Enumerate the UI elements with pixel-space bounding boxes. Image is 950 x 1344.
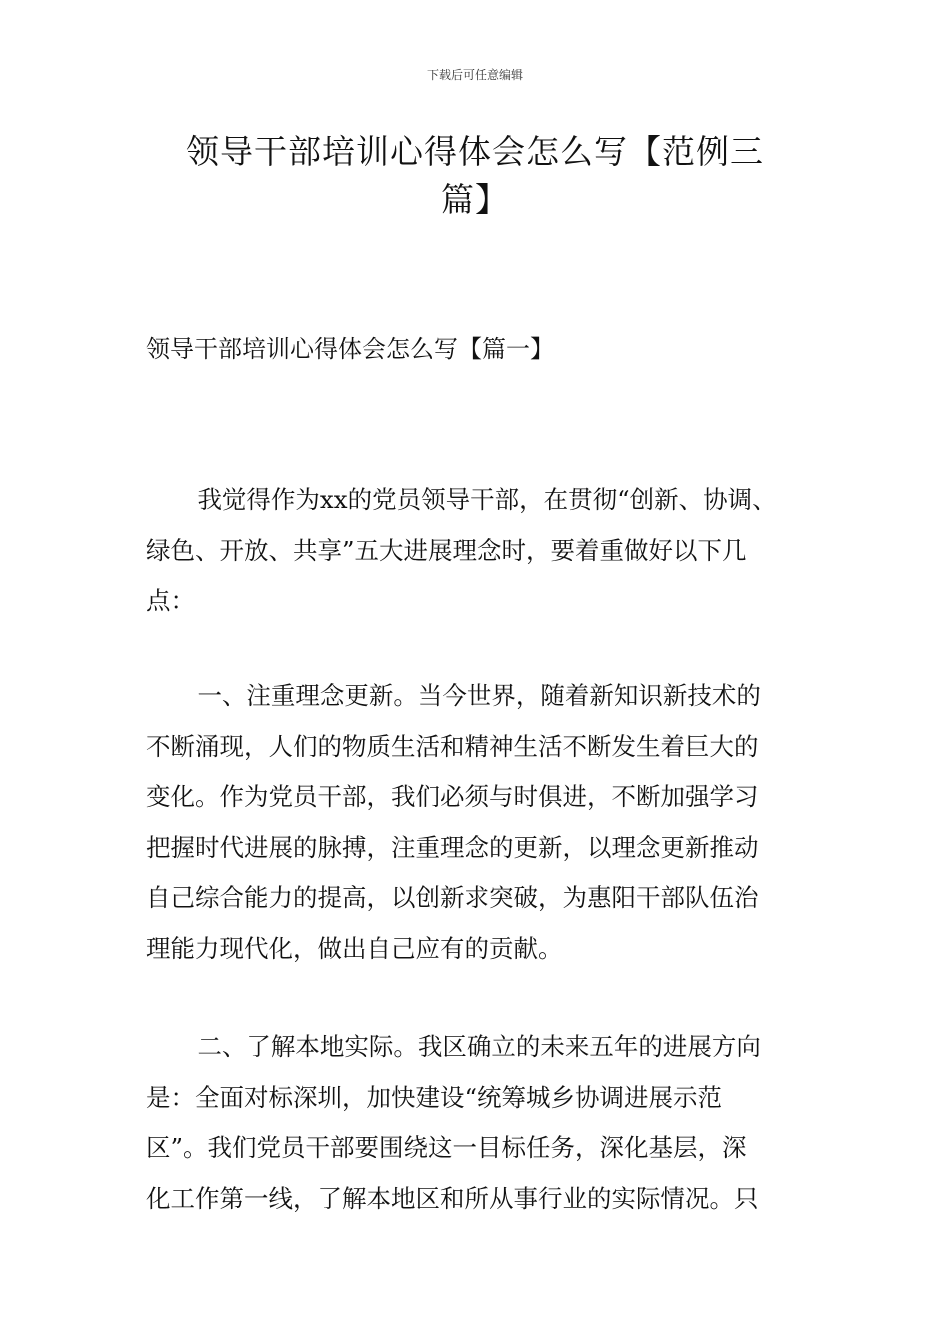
paragraph-line: 是：全面对标深圳，加快建设“统筹城乡协调进展示范	[146, 1082, 723, 1112]
paragraph-line: 区”。我们党员干部要围绕这一目标任务，深化基层，深	[146, 1133, 747, 1162]
paragraph-line: 我觉得作为xx的党员领导干部，在贯彻“创新、协调、	[197, 485, 777, 514]
paragraph-line: 变化。作为党员干部，我们必须与时俱进，不断加强学习	[146, 782, 759, 811]
document-title	[140, 128, 810, 224]
section-heading: 领导干部培训心得体会怎么写【篇一】	[146, 335, 554, 363]
paragraph-line: 不断涌现，人们的物质生活和精神生活不断发生着巨大的	[146, 731, 759, 761]
paragraph-line: 把握时代进展的脉搏，注重理念的更新，以理念更新推动	[146, 832, 759, 862]
paragraph-2	[146, 671, 816, 974]
paragraph-line: 一、注重理念更新。当今世界，随着新知识新技术的	[197, 681, 761, 710]
paragraph-1	[146, 475, 816, 627]
paragraph-line: 自己综合能力的提高，以创新求突破，为惠阳干部队伍治	[146, 883, 759, 912]
paragraph-line: 理能力现代化，做出自己应有的贡献。	[146, 933, 563, 963]
title-line: 领导干部培训心得体会怎么写【范例三	[186, 132, 764, 171]
paragraph-line: 绿色、开放、共享”五大进展理念时，要着重做好以下几	[146, 535, 747, 565]
paragraph-line: 点：	[146, 586, 195, 615]
paragraph-3	[146, 1022, 816, 1224]
header-note: 下载后可任意编辑	[426, 68, 523, 82]
paragraph-line: 二、了解本地实际。我区确立的未来五年的进展方向	[197, 1032, 761, 1061]
title-line: 篇】	[441, 180, 509, 219]
paragraph-line: 化工作第一线，了解本地区和所从事行业的实际情况。只	[146, 1183, 759, 1213]
